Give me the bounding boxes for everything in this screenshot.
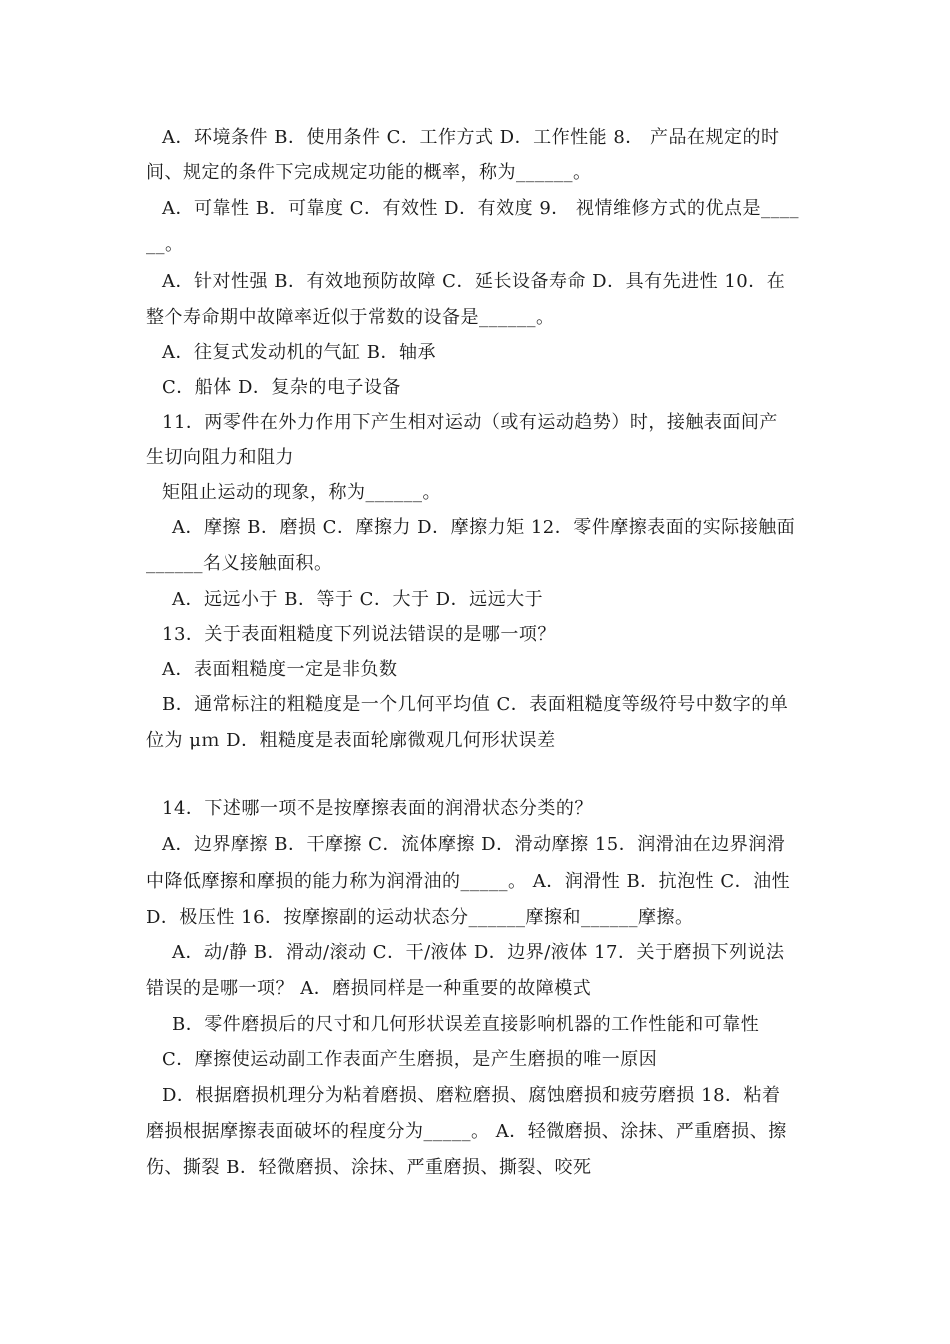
text-line: B．零件磨损后的尺寸和几何形状误差直接影响机器的工作性能和可靠性 bbox=[172, 1014, 760, 1035]
text-line: A．摩擦 B．磨损 C．摩擦力 D．摩擦力矩 12．零件摩擦表面的实际接触面 bbox=[172, 517, 796, 538]
text-line: 11．两零件在外力作用下产生相对运动（或有运动趋势）时，接触表面间产 bbox=[162, 412, 778, 433]
text-line: A．远远小于 B．等于 C．大于 D．远远大于 bbox=[172, 589, 544, 610]
text-line: A．边界摩擦 B．干摩擦 C．流体摩擦 D．滑动摩擦 15．润滑油在边界润滑 bbox=[162, 834, 786, 855]
text-line: 13．关于表面粗糙度下列说法错误的是哪一项？ bbox=[162, 624, 556, 645]
text-line: D．极压性 16．按摩擦副的运动状态分______摩擦和______摩擦。 bbox=[146, 907, 694, 928]
text-line: 位为 μｍ D．粗糙度是表面轮廓微观几何形状误差 bbox=[146, 730, 556, 751]
text-line: A．动/静 B．滑动/滚动 C．干/液体 D．边界/液体 17．关于磨损下列说法 bbox=[172, 942, 785, 963]
text-line: 生切向阻力和阻力 bbox=[146, 447, 294, 468]
text-line: B．通常标注的粗糙度是一个几何平均值 C．表面粗糙度等级符号中数字的单 bbox=[162, 694, 789, 715]
text-line: C．摩擦使运动副工作表面产生磨损，是产生磨损的唯一原因 bbox=[162, 1049, 658, 1070]
text-line: A．表面粗糙度一定是非负数 bbox=[162, 659, 398, 680]
text-line: 矩阻止运动的现象，称为______。 bbox=[162, 482, 441, 503]
text-line: A．往复式发动机的气缸 B．轴承 bbox=[162, 342, 436, 363]
text-line: D．根据磨损机理分为粘着磨损、磨粒磨损、腐蚀磨损和疲劳磨损 18．粘着 bbox=[162, 1085, 781, 1106]
text-line: A．可靠性 B．可靠度 C．有效性 D．有效度 9． 视情维修方式的优点是____ bbox=[162, 198, 799, 219]
text-line: 整个寿命期中故障率近似于常数的设备是______。 bbox=[146, 307, 555, 328]
text-line: __。 bbox=[146, 234, 184, 255]
text-line: 中降低摩擦和摩损的能力称为润滑油的_____。 A．润滑性 B．抗泡性 C．油性 bbox=[146, 871, 791, 892]
text-line: 磨损根据摩擦表面破坏的程度分为_____。 A．轻微磨损、涂抹、严重磨损、擦 bbox=[146, 1121, 787, 1142]
text-line: ______名义接触面积。 bbox=[146, 553, 333, 574]
text-line: A．环境条件 B．使用条件 C．工作方式 D．工作性能 8． 产品在规定的时 bbox=[162, 127, 780, 148]
text-line: 伤、撕裂 B．轻微磨损、涂抹、严重磨损、撕裂、咬死 bbox=[146, 1157, 592, 1178]
text-line: C．船体 D．复杂的电子设备 bbox=[162, 377, 401, 398]
text-line: 错误的是哪一项？ A．磨损同样是一种重要的故障模式 bbox=[146, 978, 592, 999]
text-line: 间、规定的条件下完成规定功能的概率，称为______。 bbox=[146, 162, 592, 183]
text-line: A．针对性强 B．有效地预防故障 C．延长设备寿命 D．具有先进性 10．在 bbox=[162, 271, 786, 292]
text-line: 14．下述哪一项不是按摩擦表面的润滑状态分类的？ bbox=[162, 798, 593, 819]
